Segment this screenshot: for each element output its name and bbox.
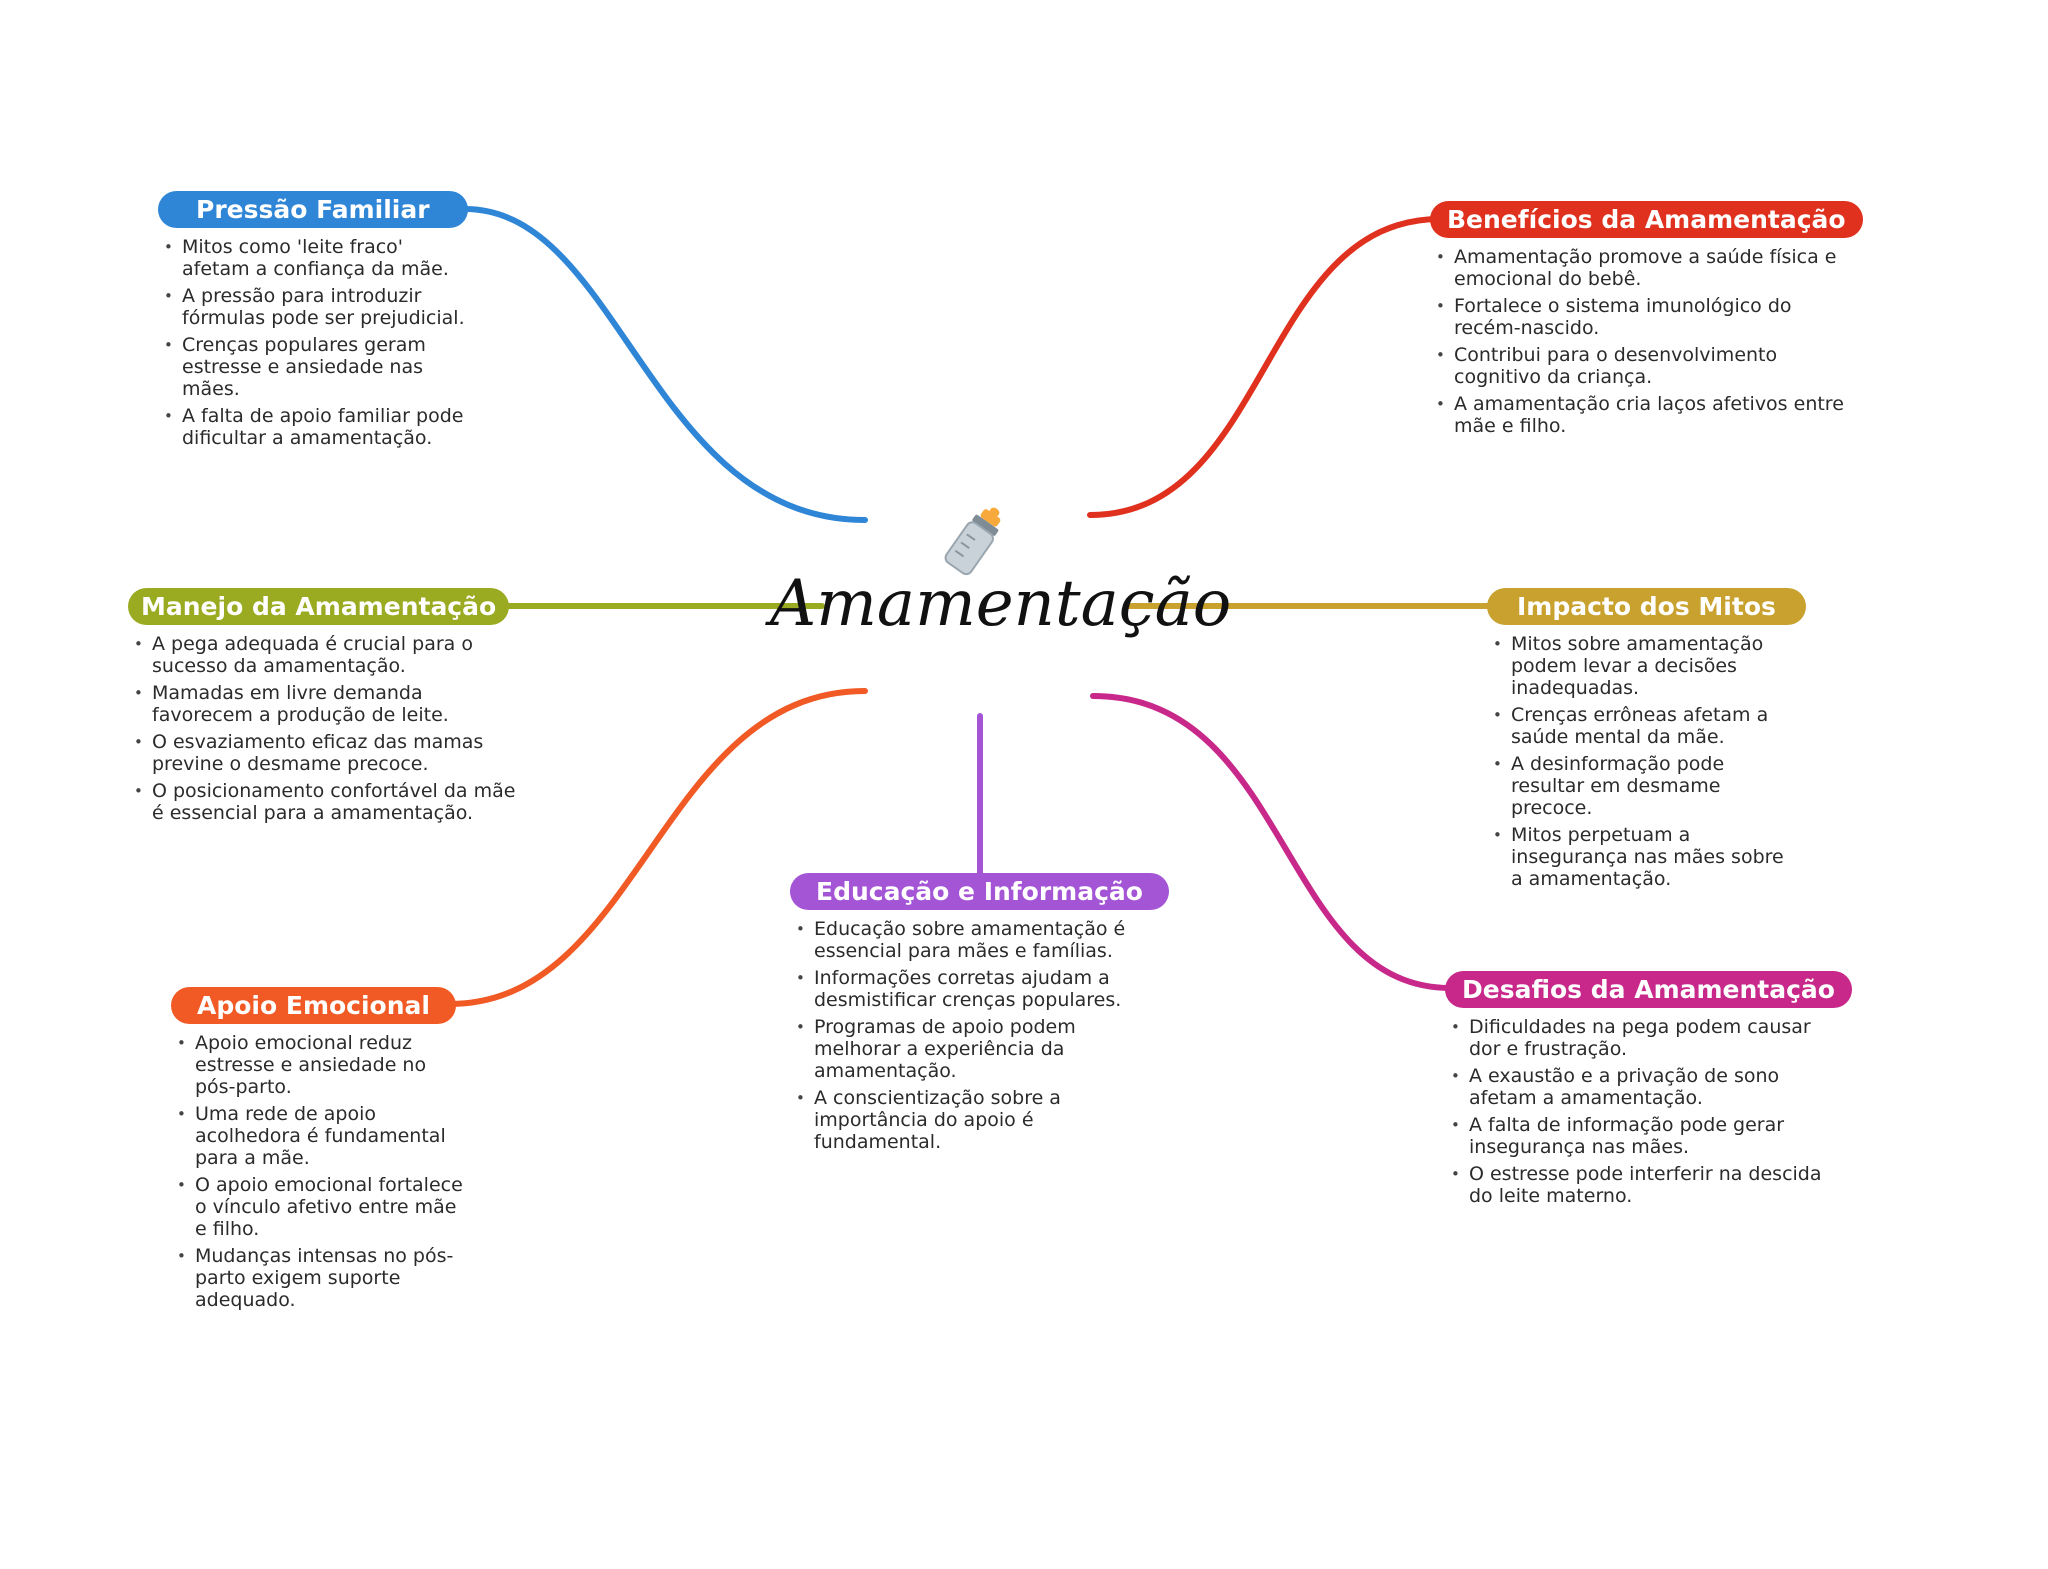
branch-title-pressao-familiar[interactable]: Pressão Familiar (158, 191, 468, 228)
list-item: • O posicionamento confortável da mãe é essencial para a amamentação. (128, 780, 518, 824)
branch-title-beneficios[interactable]: Benefícios da Amamentação (1430, 201, 1863, 238)
list-item: • Informações corretas ajudam a desmistificar crenças populares. (790, 967, 1160, 1011)
list-item: • Educação sobre amamentação é essencial para mães e famílias. (790, 918, 1160, 962)
connector-beneficios (1090, 219, 1440, 515)
central-topic-title: Amamentação (770, 567, 1232, 641)
list-item: • O apoio emocional fortalece o vínculo afetivo entre mãe e filho. (171, 1174, 471, 1240)
branch-items-educacao (790, 918, 1160, 1153)
branch-impacto (1487, 588, 1817, 895)
list-item: • A desinformação pode resultar em desmame precoce. (1487, 753, 1787, 819)
branch-items-beneficios (1430, 246, 1860, 437)
list-item: • Mudanças intensas no pós-parto exigem suporte adequado. (171, 1245, 471, 1311)
list-item: • A amamentação cria laços afetivos entre mãe e filho. (1430, 393, 1860, 437)
list-item: • A exaustão e a privação de sono afetam a amamentação. (1445, 1065, 1845, 1109)
branch-pressao-familiar (158, 191, 488, 454)
branch-desafios (1445, 971, 1865, 1212)
list-item: • Contribui para o desenvolvimento cognitivo da criança. (1430, 344, 1860, 388)
branch-apoio (171, 987, 491, 1316)
list-item: • A falta de apoio familiar pode dificultar a amamentação. (158, 405, 468, 449)
list-item: • Mamadas em livre demanda favorecem a produção de leite. (128, 682, 518, 726)
list-item: • Programas de apoio podem melhorar a experiência da amamentação. (790, 1016, 1160, 1082)
list-item: • A falta de informação pode gerar insegurança nas mães. (1445, 1114, 1845, 1158)
connector-pressao (465, 209, 865, 520)
branch-title-educacao[interactable]: Educação e Informação (790, 873, 1169, 910)
branch-educacao (790, 873, 1180, 1158)
list-item: • A conscientização sobre a importância do apoio é fundamental. (790, 1087, 1160, 1153)
branch-items-manejo (128, 633, 518, 824)
list-item: • Mitos como 'leite fraco' afetam a confiança da mãe. (158, 236, 468, 280)
list-item: • Apoio emocional reduz estresse e ansiedade no pós-parto. (171, 1032, 471, 1098)
branch-items-impacto (1487, 633, 1787, 890)
branch-beneficios (1430, 201, 1880, 442)
branch-items-apoio (171, 1032, 471, 1311)
list-item: • Crenças populares geram estresse e ansiedade nas mães. (158, 334, 468, 400)
list-item: • A pressão para introduzir fórmulas pode ser prejudicial. (158, 285, 468, 329)
branch-title-impacto[interactable]: Impacto dos Mitos (1487, 588, 1806, 625)
list-item: • Dificuldades na pega podem causar dor e frustração. (1445, 1016, 1845, 1060)
list-item: • Mitos sobre amamentação podem levar a decisões inadequadas. (1487, 633, 1787, 699)
list-item: • Fortalece o sistema imunológico do recém-nascido. (1430, 295, 1860, 339)
list-item: • O esvaziamento eficaz das mamas previne o desmame precoce. (128, 731, 518, 775)
list-item: • Mitos perpetuam a insegurança nas mães sobre a amamentação. (1487, 824, 1787, 890)
list-item: • O estresse pode interferir na descida do leite materno. (1445, 1163, 1845, 1207)
list-item: • A pega adequada é crucial para o sucesso da amamentação. (128, 633, 518, 677)
list-item: • Crenças errôneas afetam a saúde mental da mãe. (1487, 704, 1787, 748)
list-item: • Uma rede de apoio acolhedora é fundamental para a mãe. (171, 1103, 471, 1169)
branch-manejo (128, 588, 528, 829)
branch-items-desafios (1445, 1016, 1845, 1207)
list-item: • Amamentação promove a saúde física e emocional do bebê. (1430, 246, 1860, 290)
branch-items-pressao-familiar (158, 236, 468, 449)
branch-title-apoio[interactable]: Apoio Emocional (171, 987, 456, 1024)
branch-title-desafios[interactable]: Desafios da Amamentação (1445, 971, 1852, 1008)
branch-title-manejo[interactable]: Manejo da Amamentação (128, 588, 509, 625)
